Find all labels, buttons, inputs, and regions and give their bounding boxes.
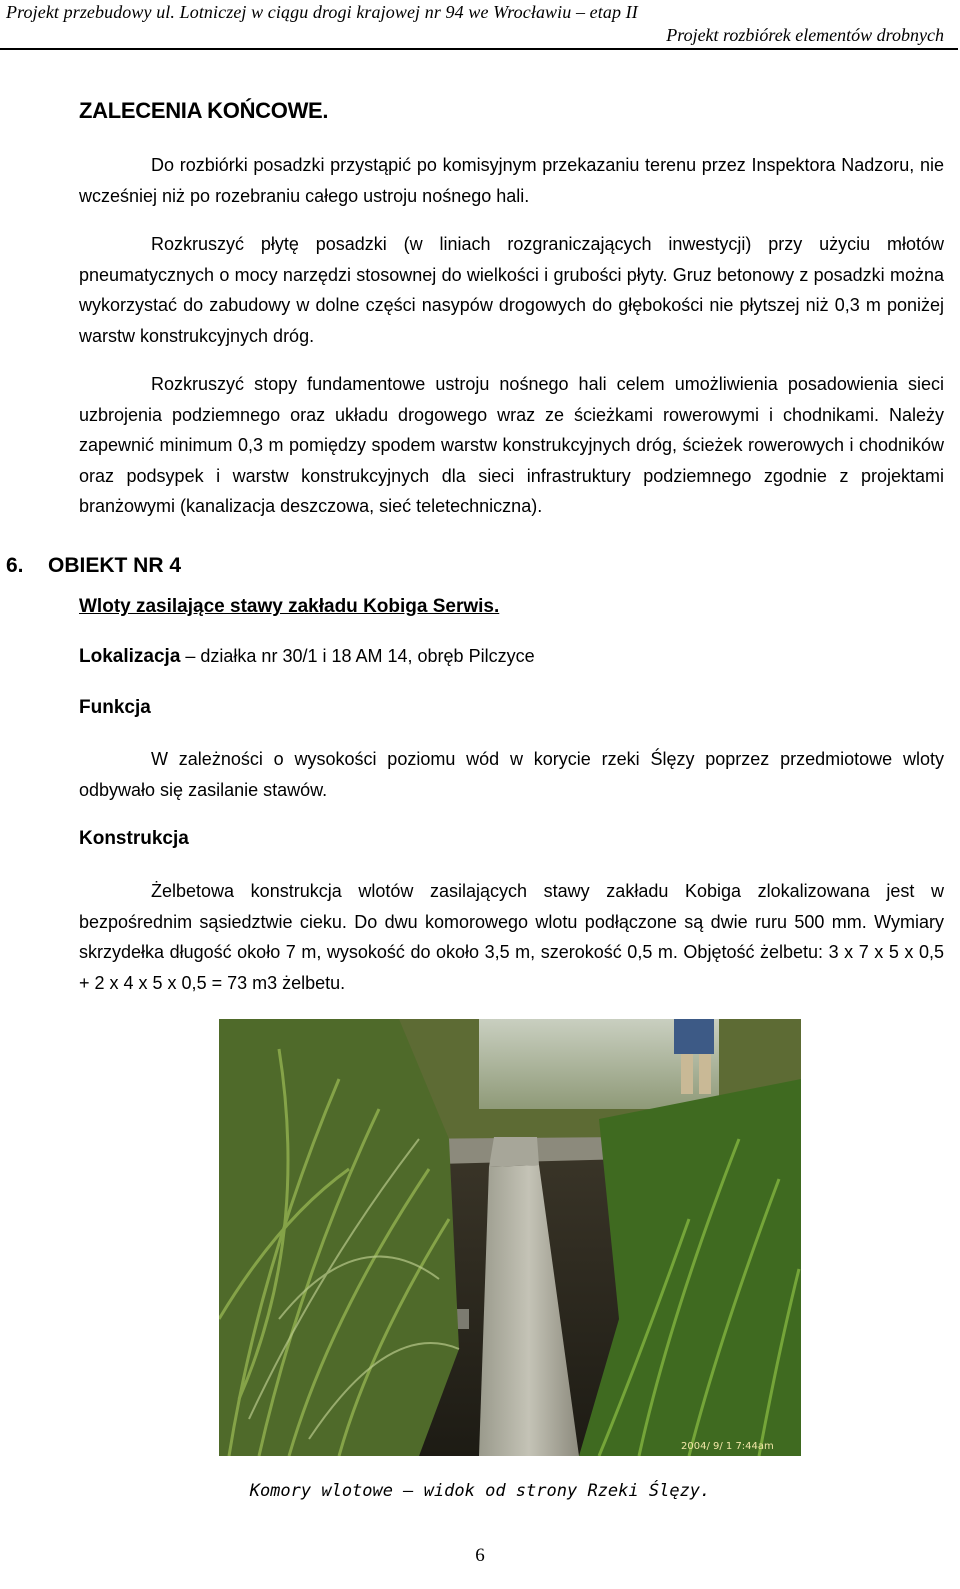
header-rule xyxy=(0,48,958,50)
page-number: 6 xyxy=(475,1545,485,1566)
photo-illustration xyxy=(219,1019,801,1456)
final-paragraph-2: Rozkruszyć płytę posadzki (w liniach rozgraniczających inwestycji) przy użyciu młotów pneumatycznych o mocy narzędzi stosownej do wielkości i grubości płyty. Gruz betonowy z posadzki można wykorzystać do zabudowy w dolne części nasypów drogowych do głębokości nie płytszej niż 0,3 m poniżej warstw konstrukcyjnych dróg. xyxy=(79,234,944,346)
location-label: Lokalizacja xyxy=(79,646,181,667)
photo-caption: Komory wlotowe – widok od strony Rzeki Ślęzy. xyxy=(249,1481,711,1501)
object-heading xyxy=(6,554,181,578)
object-title: OBIEKT NR 4 xyxy=(48,554,182,577)
header-project-title: Projekt przebudowy ul. Lotniczej w ciągu drogi krajowej nr 94 we Wrocławiu – etap II xyxy=(6,2,638,22)
object-number: 6. xyxy=(6,554,24,577)
final-recommendations-heading: ZALECENIA KOŃCOWE. xyxy=(79,98,329,123)
construction-paragraph: Żelbetowa konstrukcja wlotów zasilających stawy zakładu Kobiga zlokalizowana jest w bezpośrednim sąsiedztwie cieku. Do dwu komorowego wlotu podłączone są dwie ruru 500 mm. Wymiary skrzydełka długość około 7 m, wysokość do około 3,5 m, szerokość 0,5 m. Objętość żelbetu: 3 x 7 x 5 x 0,5 + 2 x 4 x 5 x 0,5 = 73 m3 żelbetu. xyxy=(79,881,944,993)
header-document-title: Projekt rozbiórek elementów drobnych xyxy=(666,25,944,45)
construction-heading: Konstrukcja xyxy=(79,828,189,849)
final-paragraph-3: Rozkruszyć stopy fundamentowe ustroju nośnego hali celem umożliwienia posadowienia sieci uzbrojenia podziemnego oraz układu drogowego wraz ze ścieżkami rowerowymi i chodnikami. Należy zapewnić minimum 0,3 m pomiędzy spodem warstw konstrukcyjnych dróg, ścieżek rowerowych i chodników oraz podsypek i warstw konstrukcyjnych dla sieci infrastruktury podziemnego zgodnie z projektami branżowymi (kanalizacja deszczowa, sieć teletechniczna). xyxy=(79,374,944,517)
final-paragraph-1: Do rozbiórki posadzki przystąpić po komisyjnym przekazaniu terenu przez Inspektora Nadzoru, nie wcześniej niż po rozebraniu całego ustroju nośnego hali. xyxy=(79,155,944,206)
function-heading: Funkcja xyxy=(79,697,151,718)
location-line xyxy=(79,646,535,668)
location-value: – działka nr 30/1 i 18 AM 14, obręb Pilczyce xyxy=(180,646,535,666)
object-subtitle: Wloty zasilające stawy zakładu Kobiga Serwis. xyxy=(79,596,500,617)
photo-date-stamp: 2004/ 9/ 1 7:44am xyxy=(681,1441,774,1452)
inlet-chambers-photo xyxy=(219,1019,801,1456)
function-paragraph: W zależności o wysokości poziomu wód w korycie rzeki Ślęzy poprzez przedmiotowe wloty odbywało się zasilanie stawów. xyxy=(79,749,944,800)
